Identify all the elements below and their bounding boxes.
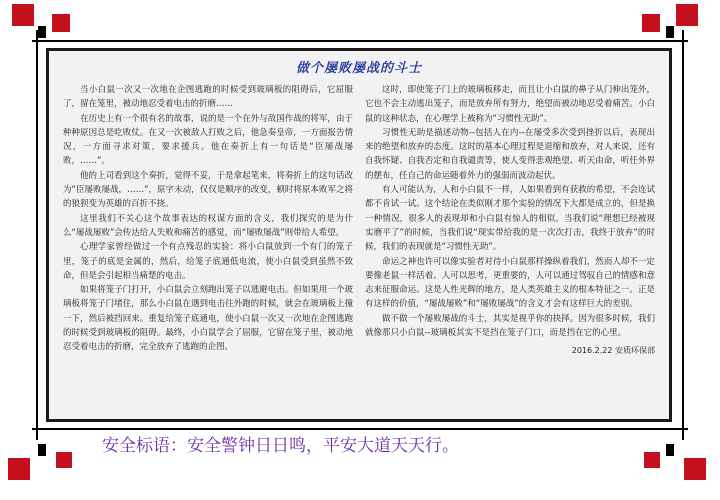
paragraph: 如果将笼子门打开，小白鼠会立刻跑出笼子以逃避电击。但如果用一个玻璃板将笼子门堵住，那么小白鼠在遇到电击往外跑的时候，就会在玻璃板上撞一下，然后被挡回来。重复给笼子底通电，使小白鼠一次又一次地在企图逃跑的时候受到玻璃板的阻碍。最终，小白鼠学会了屈服，它留在笼子里，被动地忍受着电击的折磨，完全放弃了逃跑的企图。: [63, 285, 353, 353]
article-title: 做个屡败屡战的斗士: [295, 61, 422, 76]
paragraph: 他的上司看到这个奏折，觉得不妥，于是拿起笔来，将奏折上的这句话改为“臣屡败屡战，……”，原字未动，仅仅是顺序的改变，顿时将原本败军之将的狼狈变为英雄的百折不挠。: [63, 170, 353, 210]
safety-slogan: 安全标语：安全警钟日日鸣，平安大道天天行。: [102, 436, 459, 456]
left-column: [63, 83, 353, 413]
article-panel: [46, 48, 672, 422]
right-column: [365, 83, 655, 413]
paragraph: 有人可能认为，人和小白鼠不一样，人如果看到有获救的希望，不会连试都不肯试一试。这个结论在类似刚才那个实验的情况下大都是成立的，但是换一种情况，很多人的表现却和小白鼠有惊人的相似。当我们说“理想已经被现实磨平了”的时候，当我们说“现实带给我的是一次次打击，我终于放弃”的时候，我们的表现就是“习惯性无助”。: [365, 185, 655, 253]
paragraph: 当小白鼠一次又一次地在企图逃跑的时候受到玻璃板的阻碍后，它屈服了，留在笼里，被动地忍受着电击的折磨……: [63, 85, 353, 110]
paragraph: 这时，即使笼子门上的玻璃板移走，而且让小白鼠的鼻子从门伸出笼外，它也不会主动逃出笼子，而是放弃所有努力，绝望而被动地忍受着痛苦。小白鼠的这种状态，在心理学上被称为“习惯性无助”。: [365, 85, 655, 124]
signature: 2016.2.22 安质环保部: [571, 346, 655, 356]
paragraph: 命运之神也许可以像实验者对待小白鼠那样操纵着我们，然而人却不一定要像老鼠一样活着。人可以思考，更重要的，人可以通过驾驭自己的情感和意志来征服命运。这是人性光辉的地方，是人类英雄主义的根本特征之一。正是有这样的价值，“屡战屡败”和“屡败屡战”的含义才会有这样巨大的差别。: [365, 256, 655, 310]
paragraph: 心理学家曾经做过一个有点残忍的实验：将小白鼠放到一个有门的笼子里，笼子的底是金属的，然后，给笼子底通低电流，使小白鼠受到虽然不致命，但是会引起相当痛楚的电击。: [63, 242, 353, 281]
paragraph: 习惯性无助是描述动物--包括人在内--在屡受多次受到挫折以后，表现出来的绝望和放弃的态度。这时的基本心理过程是退缩和放弃，对人来说，还有自我怀疑、自我否定和自我谴责等，使人变得悲观绝望、听天由命，听任外界的摆布，任自己的命运随着外力的强弱而波动起伏。: [365, 127, 655, 181]
paragraph: 这里我们不关心这个故事表达的权谋方面的含义，我们探究的是为什么“屡战屡败”会传达给人失败和痛苦的感觉，而“屡败屡战”则带给人希望。: [63, 213, 353, 238]
paragraph: 做不做一个屡败屡战的斗士，其实是视乎你的抉择。因为很多时候，我们就像那只小白鼠--玻璃板其实不是挡在笼子门口，而是挡在它的心里。: [365, 313, 655, 339]
paragraph: 在历史上有一个很有名的故事，说的是一个在外与敌国作战的将军，由于种种原因总是吃败仗。在又一次被敌人打败之后，他急奏皇帝，一方面报告情况，一方面寻求对策，要求援兵。他在奏折上有一句话是“臣屡战屡败，……”。: [63, 113, 353, 167]
